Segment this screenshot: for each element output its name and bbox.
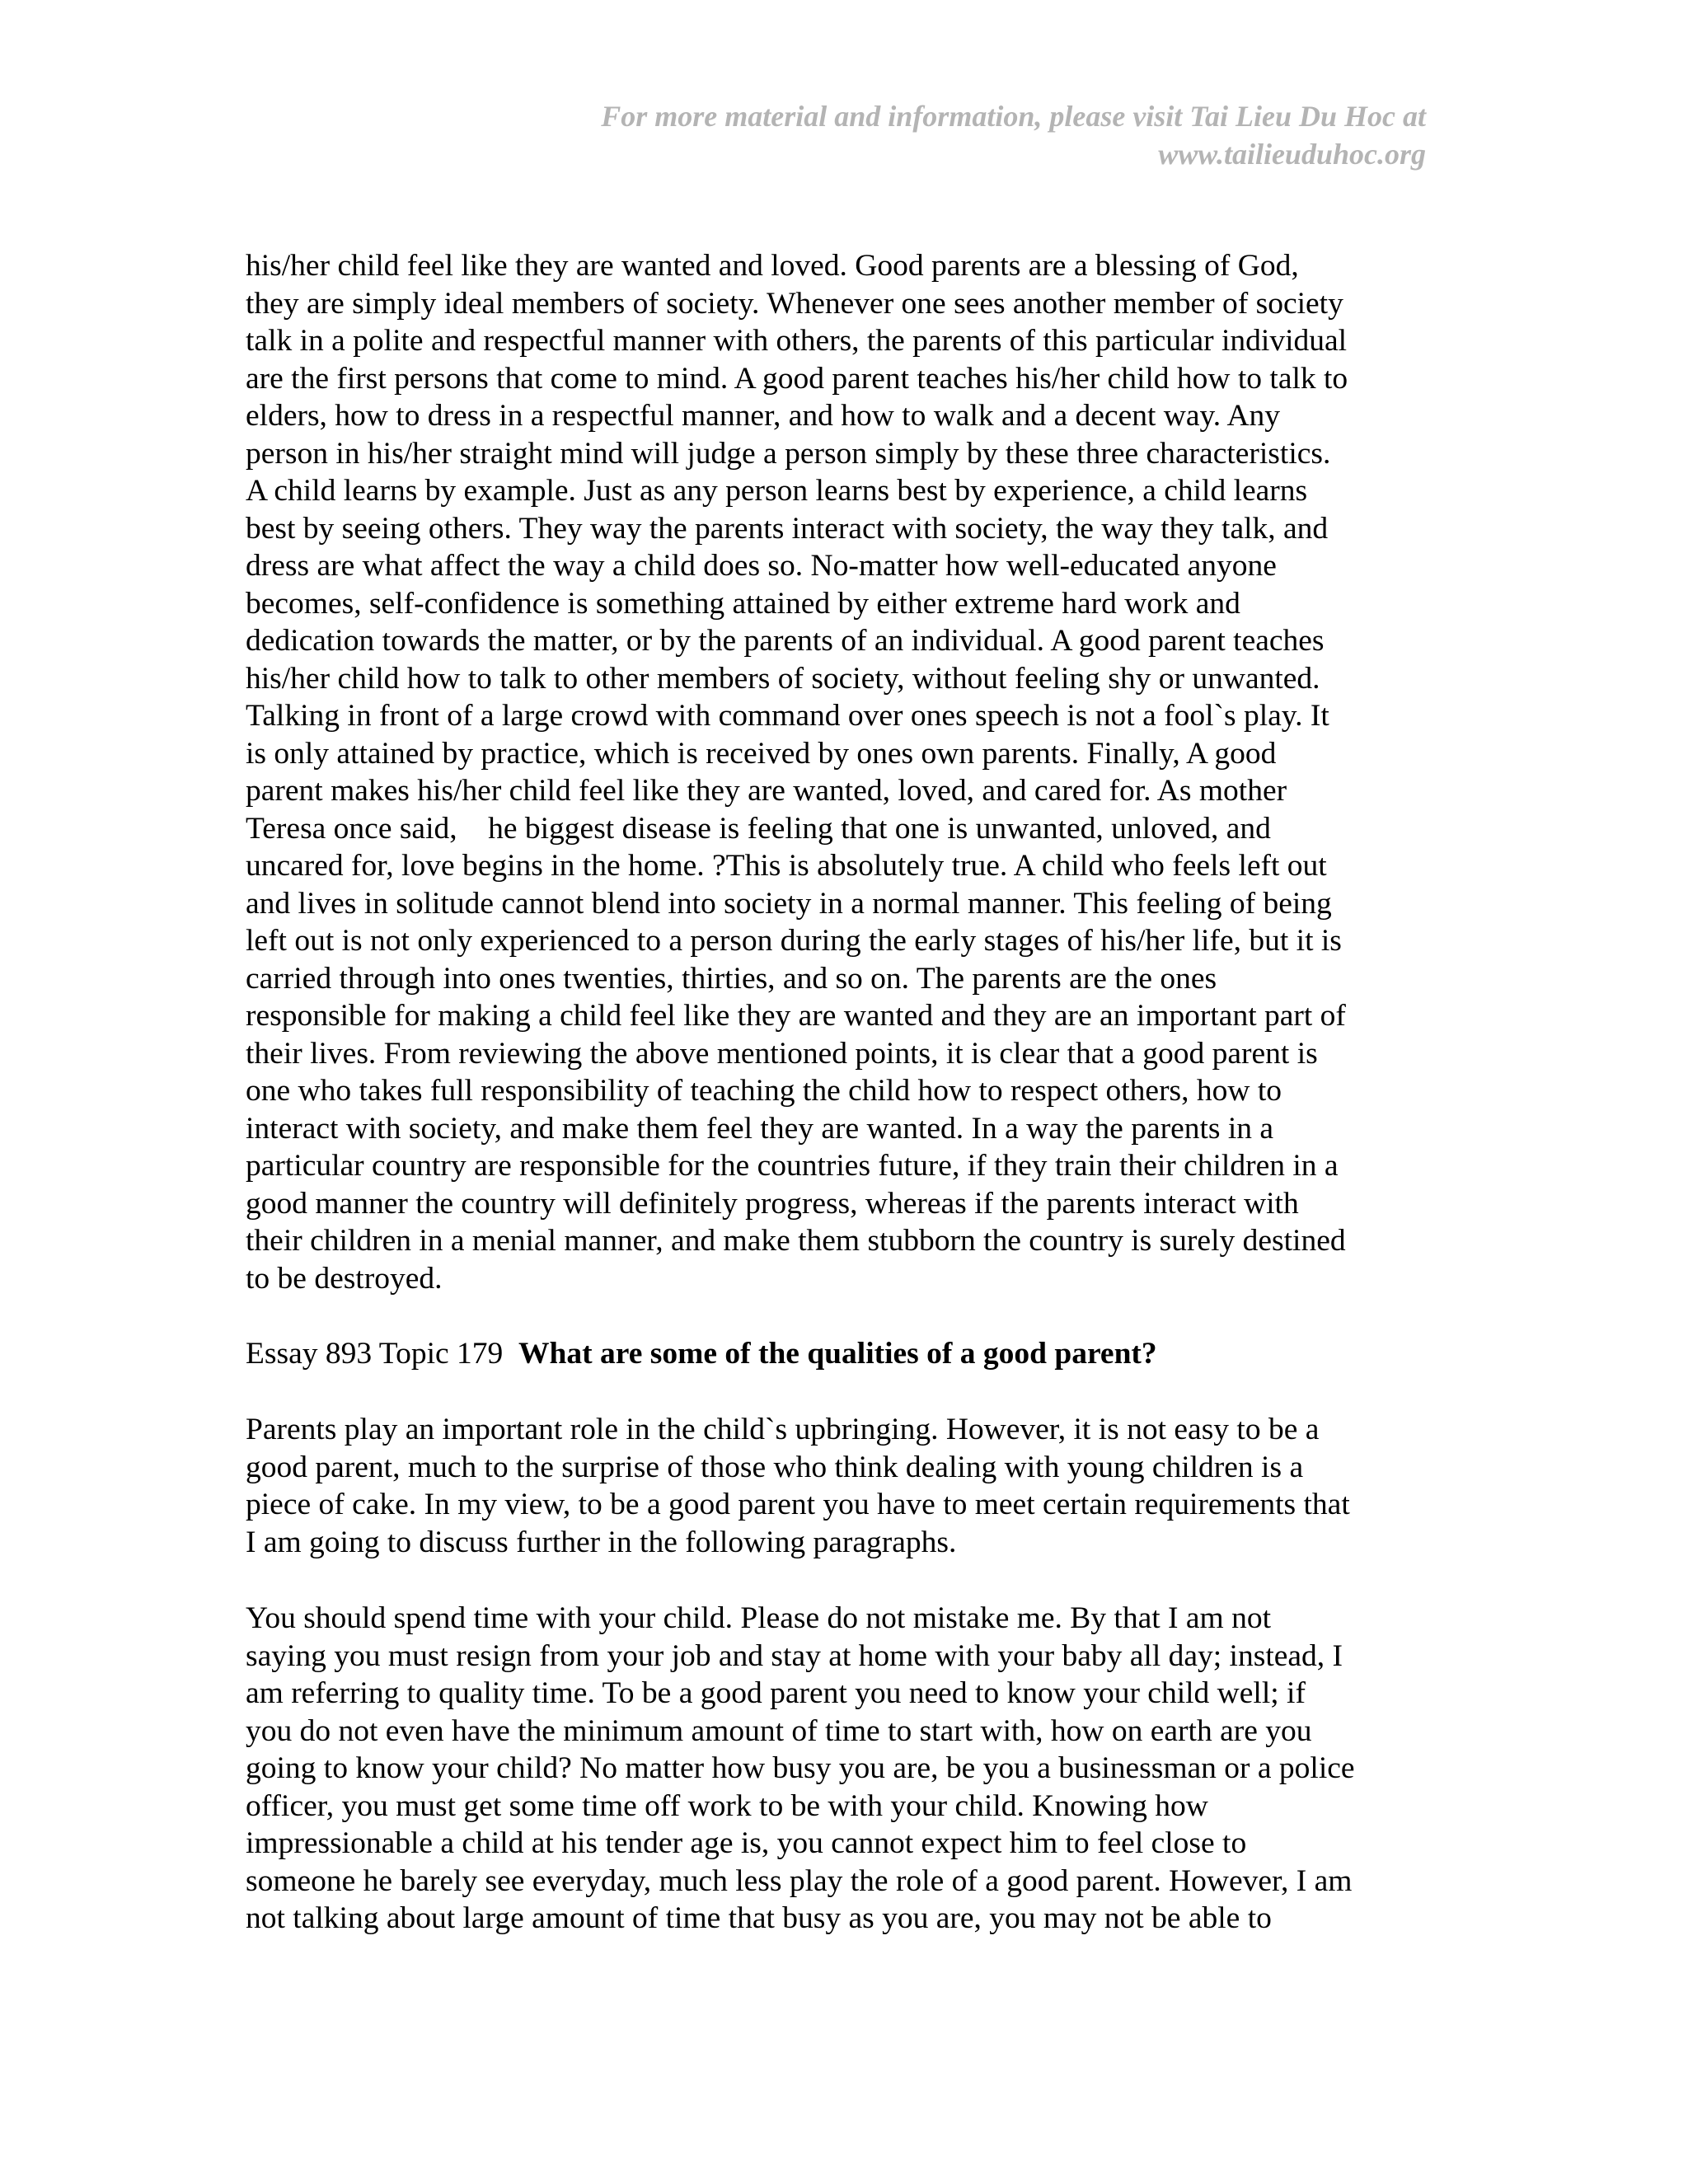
header-line: For more material and information, please visit Tai Lieu Du Hoc at (601, 100, 1426, 133)
text-line: one who takes full responsibility of teaching the child how to respect others, how to (246, 1074, 1282, 1108)
header-website: www.tailieuduhoc.org (1158, 138, 1426, 171)
text-line: good parent, much to the surprise of those who think dealing with young children is a (246, 1450, 1304, 1484)
text-line: particular country are responsible for the countries future, if they train their children in a (246, 1149, 1339, 1183)
text-line: interact with society, and make them feel they are wanted. In a way the parents in a (246, 1111, 1274, 1146)
text-line: someone he barely see everyday, much less play the role of a good parent. However, I am (246, 1863, 1353, 1898)
text-line: is only attained by practice, which is received by ones own parents. Finally, A good (246, 736, 1277, 771)
text-line: going to know your child? No matter how busy you are, be you a businessman or a police (246, 1751, 1355, 1785)
text-line: Parents play an important role in the child`s upbringing. However, it is not easy to be a (246, 1413, 1320, 1446)
text-line: Talking in front of a large crowd with command over ones speech is not a fool`s play. It (246, 699, 1329, 733)
text-line: good manner the country will definitely progress, whereas if the parents interact with (246, 1186, 1299, 1221)
text-line: dress are what affect the way a child does so. No-matter how well-educated anyone (246, 549, 1277, 583)
text-line: A child learns by example. Just as any person learns best by experience, a child learns (246, 474, 1308, 508)
text-line: dedication towards the matter, or by the parents of an individual. A good parent teaches (246, 624, 1325, 658)
essay-number-label: Essay 893 Topic 179 (246, 1337, 519, 1371)
text-line: elders, how to dress in a respectful manner, and how to walk and a decent way. Any (246, 399, 1281, 433)
text-line: you do not even have the minimum amount of time to start with, how on earth are you (246, 1713, 1312, 1748)
text-line: responsible for making a child feel like they are wanted and they are an important part of (246, 999, 1346, 1033)
essay-paragraph-body (246, 1600, 1432, 1938)
text-line: becomes, self-confidence is something attained by either extreme hard work and (246, 586, 1240, 621)
text-line: saying you must resign from your job and stay at home with your baby all day; instead, I (246, 1638, 1343, 1673)
text-line: uncared for, love begins in the home. ?This is absolutely true. A child who feels left out (246, 849, 1327, 883)
page-header (272, 97, 1426, 173)
text-line: their lives. From reviewing the above mentioned points, it is clear that a good parent is (246, 1036, 1318, 1071)
text-line: person in his/her straight mind will judge a person simply by these three characteristics. (246, 436, 1331, 471)
text-line: and lives in solitude cannot blend into society in a normal manner. This feeling of being (246, 886, 1332, 921)
text-line: impressionable a child at his tender age is, you cannot expect him to feel close to (246, 1826, 1247, 1860)
text-line: carried through into ones twenties, thirties, and so on. The parents are the ones (246, 961, 1217, 996)
text-line: piece of cake. In my view, to be a good parent you have to meet certain requirements that (246, 1488, 1350, 1521)
text-line: to be destroyed. (246, 1261, 443, 1296)
text-line: am referring to quality time. To be a good parent you need to know your child well; if (246, 1676, 1306, 1710)
text-line: talk in a polite and respectful manner with others, the parents of this particular individual (246, 324, 1348, 358)
text-line: not talking about large amount of time that busy as you are, you may not be able to (246, 1901, 1272, 1935)
text-line: left out is not only experienced to a person during the early stages of his/her life, but it is (246, 924, 1342, 958)
essay-paragraph-continuation (246, 247, 1432, 1297)
text-line: are the first persons that come to mind. A good parent teaches his/her child how to talk to (246, 361, 1348, 396)
text-line: officer, you must get some time off work to be with your child. Knowing how (246, 1788, 1208, 1823)
text-line: best by seeing others. They way the parents interact with society, the way they talk, and (246, 511, 1329, 546)
text-line: I am going to discuss further in the following paragraphs. (246, 1525, 957, 1559)
text-line: their children in a menial manner, and make them stubborn the country is surely destined (246, 1224, 1346, 1258)
essay-title: What are some of the qualities of a good parent? (518, 1337, 1157, 1371)
essay-paragraph-intro (246, 1411, 1432, 1561)
text-line: they are simply ideal members of society. Whenever one sees another member of society (246, 286, 1343, 321)
text-line: Teresa once said, he biggest disease is feeling that one is unwanted, unloved, and (246, 811, 1271, 846)
essay-heading (246, 1335, 1432, 1373)
text-line: You should spend time with your child. Please do not mistake me. By that I am not (246, 1601, 1272, 1635)
text-line: his/her child feel like they are wanted and loved. Good parents are a blessing of God, (246, 249, 1299, 283)
text-line: parent makes his/her child feel like they are wanted, loved, and cared for. As mother (246, 774, 1287, 808)
text-line: his/her child how to talk to other members of society, without feeling shy or unwanted. (246, 661, 1320, 696)
